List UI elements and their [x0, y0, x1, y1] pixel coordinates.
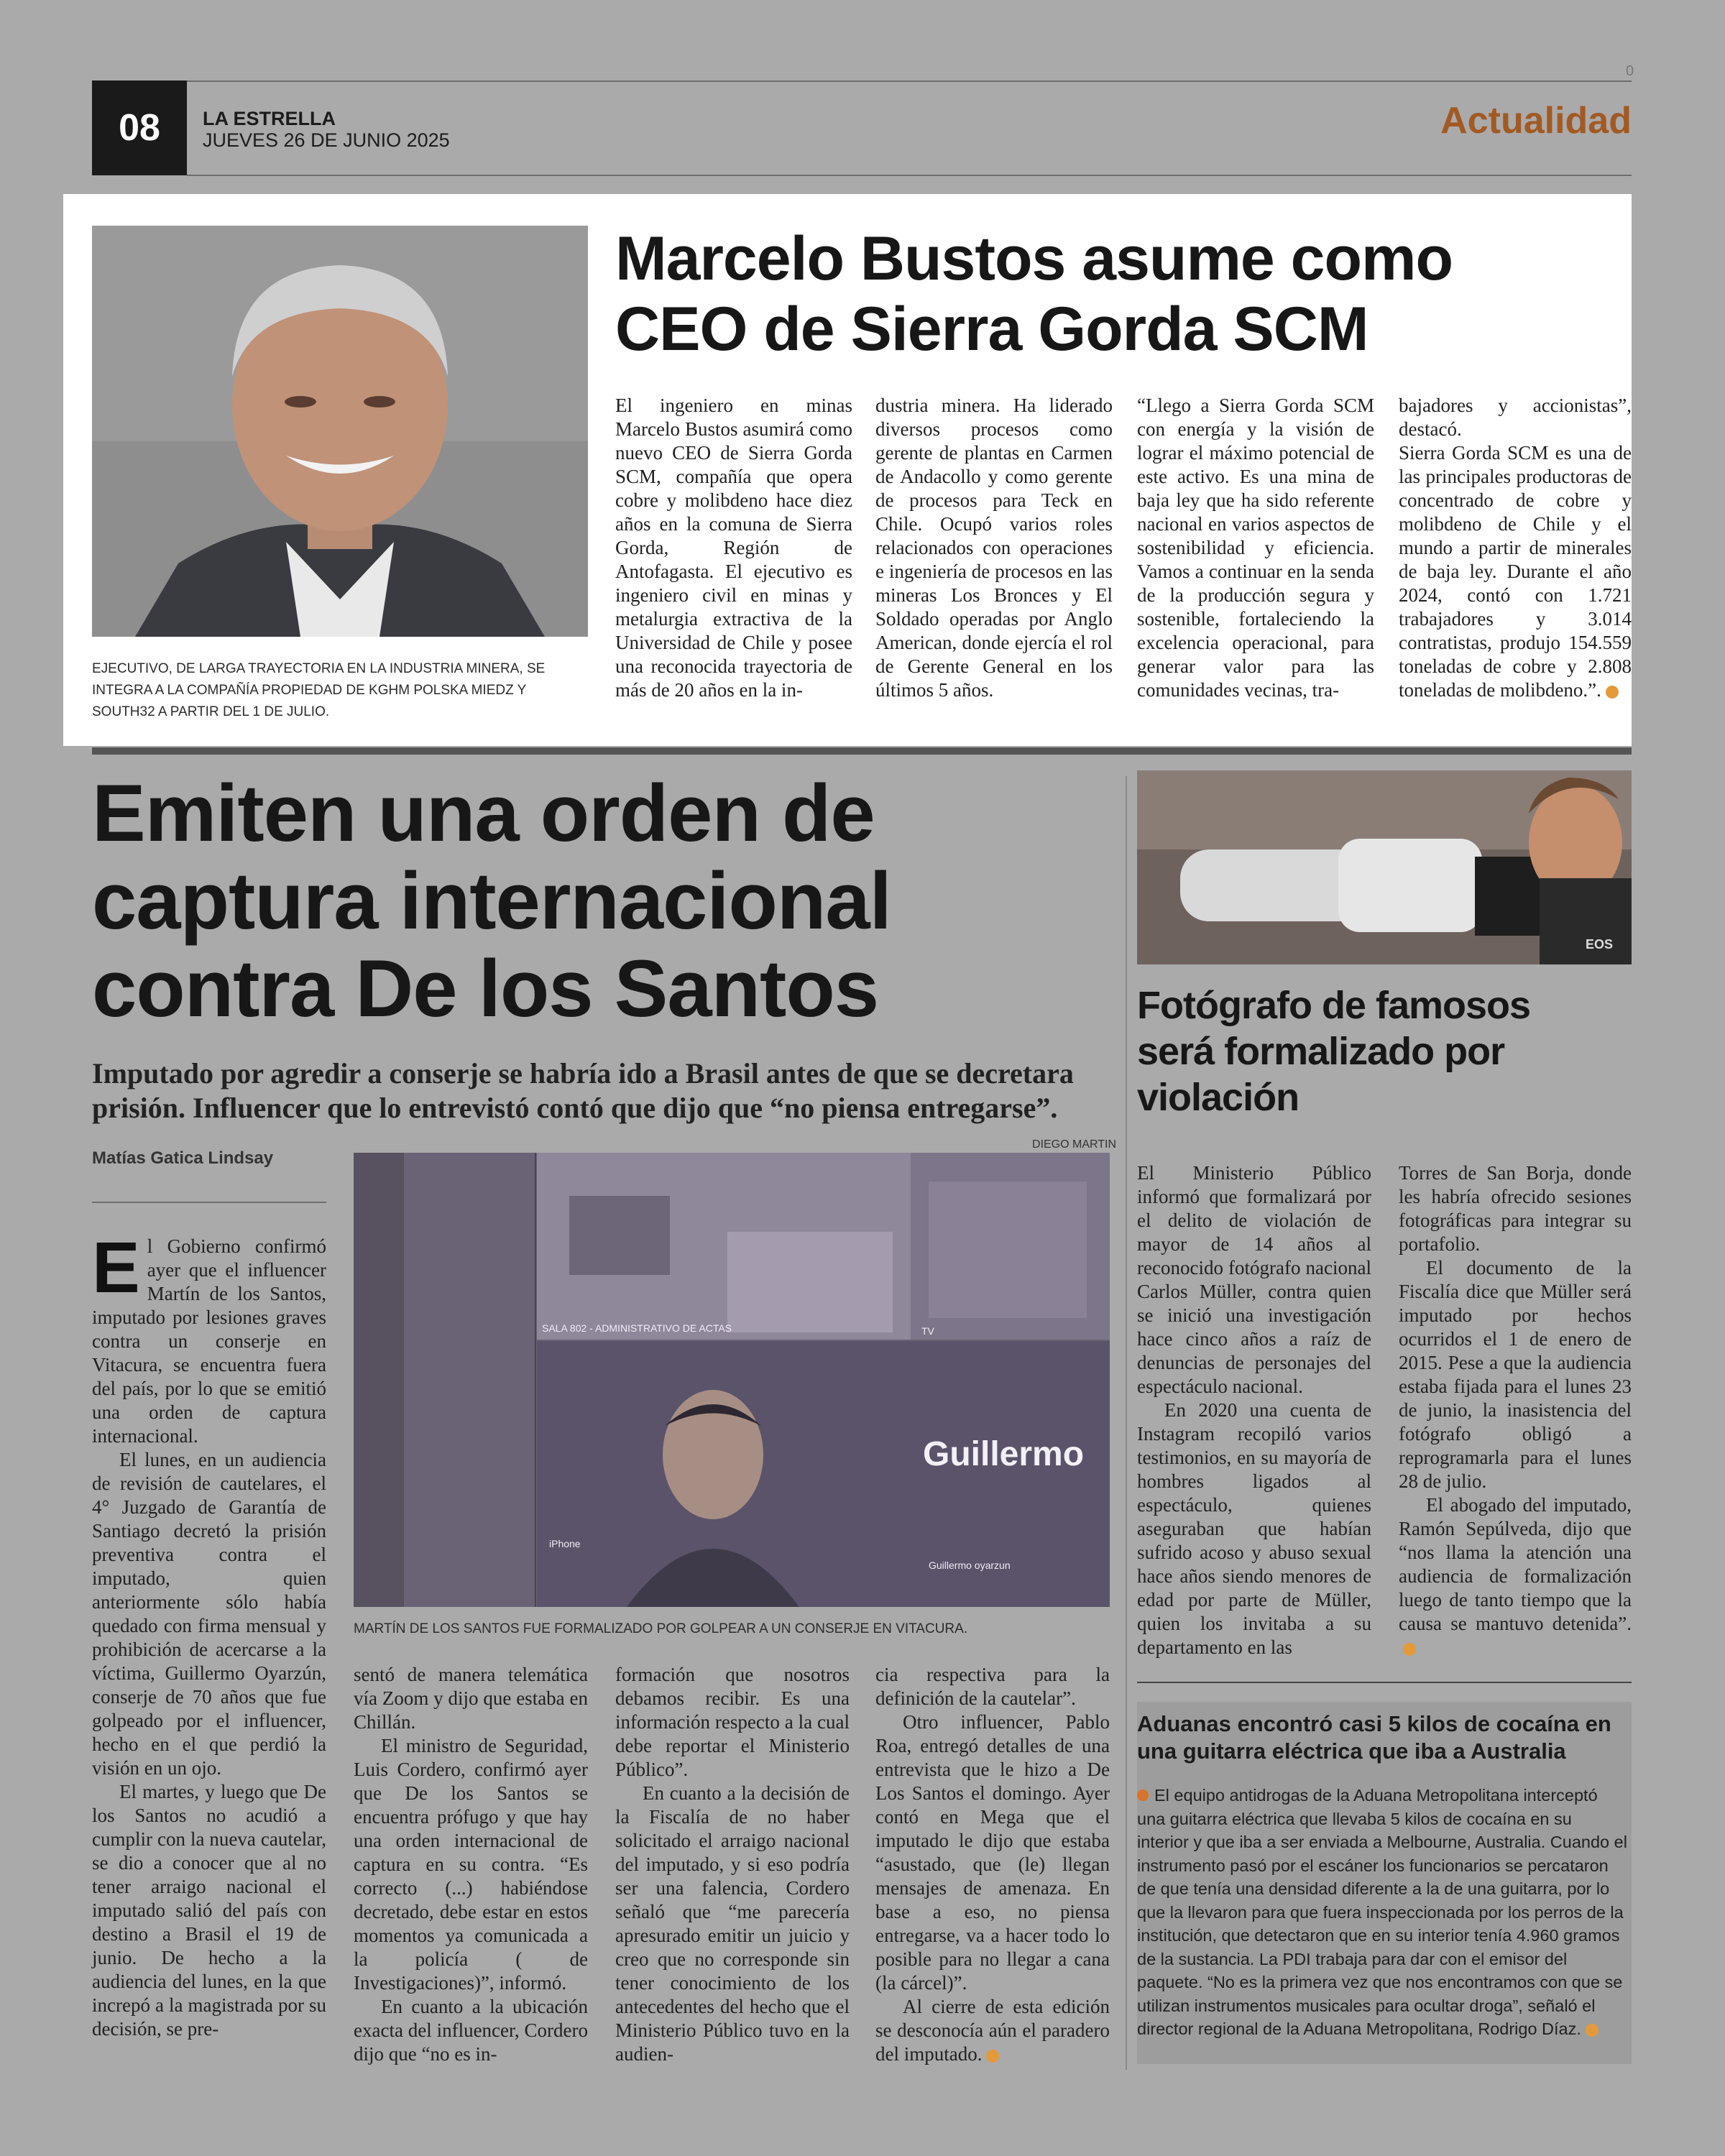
main-story-lead: Imputado por agredir a conserje se habría ido a Brasil antes de que se decretara prisión. Influencer que lo entrevistó contó que dijo que “no piensa entregarse”. [92, 1057, 1074, 1124]
side-headline-line2: será formalizado por [1137, 1030, 1505, 1073]
side-story-paragraph: El documento de la Fiscalía dice que Müller será imputado por hechos ocurridos el 1 de enero de 2015. Pese a que la audiencia estaba fijada para el lunes 23 de junio, la inasistencia del fotógrafo obligó a reprogramarla para el lunes 28 de julio. [1399, 1257, 1632, 1492]
top-story-headline-line1: Marcelo Bustos asume como [615, 224, 1453, 293]
top-story-text: “Llego a Sierra Gorda SCM con energía y la visión de lograr el máximo potencial de este activo. Es una mina de baja ley que ha sido referente nacional en varios aspectos de sostenibilidad y eficiencia. Vamos a continuar en la senda de la producción segura y sostenible, fortaleciendo la excelencia operacional, para generar valor para las comunidades vecinas, tra- [1137, 395, 1374, 701]
brief-top-rule [1137, 1682, 1632, 1683]
issue-date: JUEVES 26 DE JUNIO 2025 [203, 129, 450, 151]
main-story-paragraph: En cuanto a la decisión de la Fiscalía de no haber solicitado el arraigo nacional del imputado, y si eso podría ser una falencia, Cordero señaló que “me parecería apresurado emitir un juicio y creo que no corresponde sin tener conocimiento de los antecedentes del hecho que el Ministerio Público tuvo en la audien- [615, 1782, 850, 2065]
drop-cap: E [92, 1227, 140, 1308]
top-story-text-end: Sierra Gorda SCM es una de las principales productoras de concentrado de cobre y molibdeno de Chile y el mundo a partir de minerales de baja ley. Durante el año 2024, contó con 1.721 trabajadores y 3.014 contratistas, produjo 154.559 toneladas de cobre y 2.808 toneladas de molibdeno.”. [1399, 442, 1632, 701]
main-photo-caption: MARTÍN DE LOS SANTOS FUE FORMALIZADO POR GOLPEAR A UN CONSERJE EN VITACURA. [354, 1621, 968, 1636]
top-story-column-4 [1399, 394, 1632, 702]
bustos-portrait-photo [92, 226, 588, 637]
screen-participant-name: Guillermo [923, 1435, 1085, 1473]
courtroom-screen-photo [354, 1153, 1110, 1607]
main-story-paragraph: Otro influencer, Pablo Roa, entregó detalles de una entrevista que le hizo a De Los Santos el domingo. Ayer contó en Mega que el imputado le dijo que estaba “asustado, que (le) llegan mensajes de amenaza. En base a eso, no piensa entregarse, va a hacer todo lo posible para no llegar a cana (la cárcel)”. [875, 1711, 1110, 1994]
main-story-column-2 [354, 1663, 588, 2066]
top-story-text [1399, 441, 1632, 702]
top-story-column-1 [615, 394, 852, 702]
main-story-paragraph [92, 1227, 326, 1448]
brief-body-wrap [1137, 1784, 1627, 2041]
side-story-paragraph [1399, 1493, 1632, 1659]
courtroom-illustration [354, 1153, 1110, 1607]
page-number: 08 [92, 80, 187, 175]
side-headline-line3: violación [1137, 1076, 1300, 1119]
header-top-rule [92, 80, 1632, 82]
main-story-column-4 [875, 1663, 1110, 2066]
main-story-paragraph: El lunes, en un audiencia de revisión de cautelares, el 4° Juzgado de Garantía de Santiago decretó la prisión preventiva contra el imputado, quien anteriormente sólo había quedado con firma mensual y prohibición de acercarse a la víctima, Guillermo Oyarzún, conserje de 70 años que fue golpeado por el influencer, hecho en el que perdió la visión en un ojo. [92, 1449, 326, 1779]
corner-mark: 0 [1626, 63, 1634, 79]
top-story-column-2 [875, 394, 1113, 702]
screen-user-tag: Guillermo oyarzun [929, 1560, 1011, 1571]
main-headline-line2: captura internacional [92, 856, 891, 946]
brief-body: El equipo antidrogas de la Aduana Metropolitana interceptó una guitarra eléctrica que llevaba 5 kilos de cocaína en su interior y que iba a ser enviada a Melbourne, Australia. Cuando el instrumento pasó por el escáner los funcionarios se percataron de que tenía una densidad diferente a la de una guitarra, por lo que la llevaron para que fuera inspeccionada por los perros de la institución, que detectaron que en su interior tenía 4.960 gramos de la sustancia. La PDI trabaja para dar con el emisor del paquete. “No es la primera vez que nos encontramos con que se utilizan instrumentos musicales para ocultar droga”, señaló el director regional de la Aduana Metropolitana, Rodrigo Díaz. [1137, 1786, 1627, 2038]
side-headline-line1: Fotógrafo de famosos [1137, 984, 1531, 1027]
portrait-illustration [92, 226, 588, 637]
top-story-text: El ingeniero en minas Marcelo Bustos asumirá como nuevo CEO de Sierra Gorda SCM, compañía que opera cobre y molibdeno hace diez años en la comuna de Sierra Gorda, Región de Antofagasta. El ejecutivo es ingeniero civil en minas y metalurgia extractiva de la Universidad de Chile y posee una reconocida trayectoria de más de 20 años en la in- [615, 395, 852, 701]
end-of-article-icon [1586, 2024, 1598, 2037]
byline-rule [92, 1202, 326, 1203]
newspaper-name: LA ESTRELLA [203, 108, 336, 129]
photo-credit: DIEGO MARTIN [1032, 1138, 1117, 1151]
main-story-column-1 [92, 1227, 326, 2041]
main-story-paragraph: formación que nosotros debamos recibir. Es una información respecto a la cual debe reportar el Ministerio Público”. [615, 1664, 850, 1780]
screen-room-label: SALA 802 - ADMINISTRATIVO DE ACTAS [542, 1322, 732, 1334]
main-story-paragraph: El ministro de Seguridad, Luis Cordero, confirmó ayer que De los Santos se encuentra prófugo y que hay una orden internacional de captura en su contra. “Es correcto (...) habiéndose decretado, debe estar en estos momentos ya comunicada a la policía ( de Investigaciones)”, informó. [354, 1735, 588, 1994]
main-story-paragraph: sentó de manera telemática vía Zoom y dijo que estaba en Chillán. [354, 1664, 588, 1733]
main-story-paragraph: El martes, y luego que De los Santos no acudió a cumplir con la nueva cautelar, se dio a conocer que al no tener arraigo nacional el imputado salió del país con destino a Brasil el 19 de junio. De hecho a la audiencia del lunes, en la que increpó a la magistrada por su decisión, se pre- [92, 1781, 326, 2040]
screen-iphone-tag: iPhone [549, 1538, 581, 1549]
main-story-column-3 [615, 1663, 850, 2066]
main-story-paragraph [875, 1995, 1110, 2066]
column-rule [1126, 776, 1127, 2070]
section-divider [92, 747, 1632, 755]
main-story-paragraph: En cuanto a la ubicación exacta del influencer, Cordero dijo que “no es in- [354, 1996, 588, 2065]
end-of-article-icon [1403, 1643, 1416, 1656]
side-story-paragraph: En 2020 una cuenta de Instagram recopiló varios testimonios, en su mayoría de hombres ligados al espectáculo, quienes aseguraban que habían sufrido acoso y abuso sexual hace años siendo menores de edad por parte de Müller, quien los invitaba a su departamento en las [1137, 1399, 1371, 1658]
side-story-paragraph: El Ministerio Público informó que formalizará por el delito de violación de mayor de 14 años al reconocido fotógrafo nacional Carlos Müller, contra quien se inició una investigación hace cinco años a raíz de denuncias de personajes del espectáculo nacional. [1137, 1162, 1371, 1397]
screen-tv-label: TV [921, 1325, 934, 1337]
section-title: Actualidad [1440, 100, 1632, 142]
brief-headline: Aduanas encontró casi 5 kilos de cocaína en una guitarra eléctrica que iba a Australia [1137, 1711, 1611, 1764]
top-story-text: dustria minera. Ha liderado diversos procesos como gerente de plantas en Carmen de Andacollo y como gerente de procesos para Teck en Chile. Ocupó varios roles relacionados con operaciones e ingeniería de procesos en las mineras Los Bronces y El Soldado operadas por Anglo American, donde ejercía el rol de Gerente General en los últimos 5 años. [875, 395, 1113, 701]
end-of-article-icon [1606, 686, 1619, 699]
top-story-column-3 [1137, 394, 1374, 702]
side-story-column-1 [1137, 1161, 1371, 1659]
top-story-photo-caption: EJECUTIVO, DE LARGA TRAYECTORIA EN LA INDUSTRIA MINERA, SE INTEGRA A LA COMPAÑÍA PROPIEDAD DE KGHM POLSKA MIEDZ Y SOUTH32 A PARTIR DEL 1 DE JULIO. [92, 661, 546, 719]
header-bottom-rule [187, 175, 1632, 176]
top-story-text: bajadores y accionistas”, destacó. [1399, 395, 1632, 440]
top-story-headline-line2: CEO de Sierra Gorda SCM [615, 295, 1368, 364]
main-story-byline: Matías Gatica Lindsay [92, 1148, 274, 1168]
photographer-illustration [1137, 770, 1632, 964]
main-story-text: l Gobierno confirmó ayer que el influencer Martín de los Santos, imputado por lesiones graves contra un conserje en Vitacura, se encuentra fuera del país, por lo que se emitió una orden de captura internacional. [92, 1235, 326, 1447]
photographer-photo [1137, 770, 1632, 964]
side-story-column-2 [1399, 1161, 1632, 1659]
main-headline-line3: contra De los Santos [92, 944, 879, 1033]
side-story-paragraph: Torres de San Borja, donde les habría ofrecido sesiones fotográficas para integrar su portafolio. [1399, 1162, 1632, 1255]
brief-bullet-icon [1137, 1789, 1149, 1801]
main-story-text-end: Al cierre de esta edición se desconocía aún el paradero del imputado. [875, 1996, 1110, 2065]
main-story-paragraph: cia respectiva para la definición de la cautelar”. [875, 1664, 1110, 1709]
end-of-article-icon [986, 2050, 999, 2063]
camera-brand-label: EOS [1586, 937, 1614, 952]
side-story-text-end: El abogado del imputado, Ramón Sepúlveda, dijo que “nos llama la atención una audiencia de formalización luego de tanto tiempo que la causa se mantuvo detenida”. [1399, 1494, 1632, 1634]
main-headline-line1: Emiten una orden de [92, 768, 875, 858]
